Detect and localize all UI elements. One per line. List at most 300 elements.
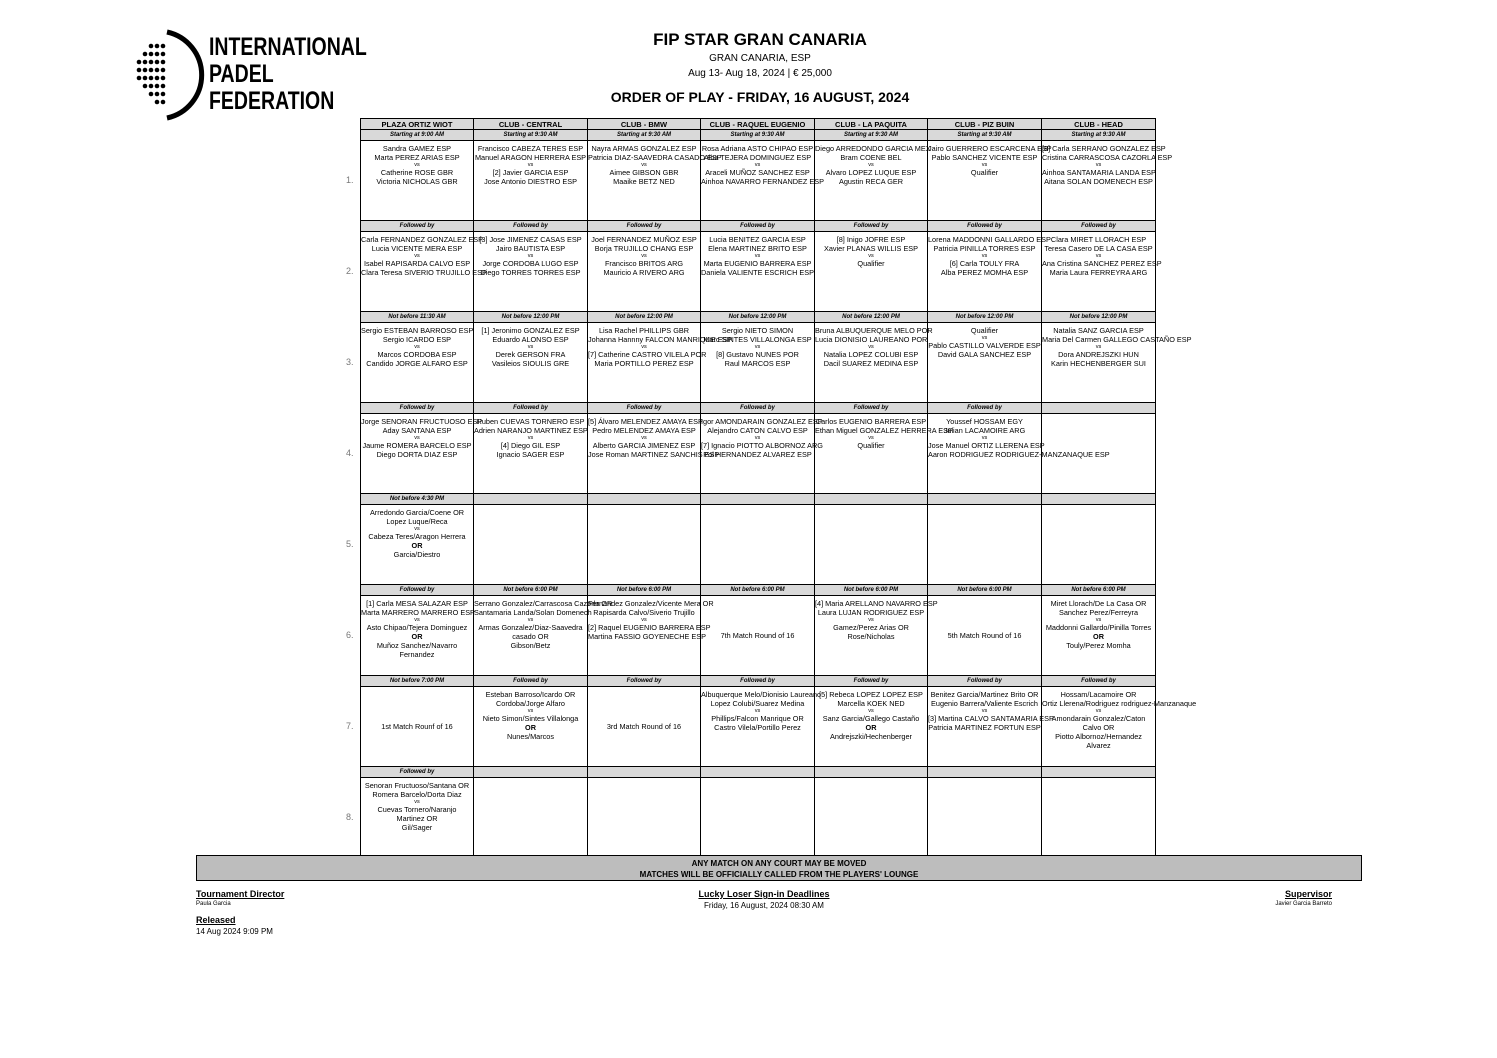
schedule-note: Not before 12:00 PM xyxy=(588,312,701,323)
match-line: Marc SINTES VILLALONGA ESP xyxy=(703,335,812,344)
schedule-note: Not before 12:00 PM xyxy=(701,312,815,323)
match-order-number: 7. xyxy=(346,720,354,731)
released-value: 14 Aug 2024 9:09 PM xyxy=(196,927,273,936)
logo-line-1: INTERNATIONAL xyxy=(209,33,367,61)
released-info xyxy=(196,915,273,936)
schedule-note: Followed by xyxy=(588,221,701,232)
versus-label: vs xyxy=(414,344,420,350)
lucky-loser-title: Lucky Loser Sign-in Deadlines xyxy=(698,889,830,899)
versus-label: vs xyxy=(868,344,874,350)
versus-label: vs xyxy=(414,617,420,623)
versus-label: vs xyxy=(414,526,420,532)
match-line: [7] Ignacio PIOTTO ALBORNOZ ARG xyxy=(701,441,823,450)
padel-ball-logo-icon xyxy=(133,30,203,120)
match-line: Natalia LOPEZ COLUBI ESP xyxy=(823,350,919,359)
match-cell xyxy=(815,778,928,858)
court-name: CLUB - PIZ BUIN xyxy=(928,119,1042,130)
lucky-loser-deadlines xyxy=(614,889,914,910)
match-order-number: 8. xyxy=(346,811,354,822)
match-line: [1] Jeronimo GONZALEZ ESP xyxy=(481,326,580,335)
match-line: Marta EUGENIO BARRERA ESP xyxy=(703,259,812,268)
match-line: Jose Manuel ORTIZ LLERENA ESP xyxy=(928,441,1045,450)
match-line: Araceli MUÑOZ SANCHEZ ESP xyxy=(705,168,810,177)
schedule-note: Not before 7:00 PM xyxy=(361,676,474,687)
match-cell xyxy=(361,323,474,403)
versus-label: vs xyxy=(414,799,420,805)
match-line: Laura LUJAN RODRIGUEZ ESP xyxy=(817,608,925,617)
match-line: Maddonni Gallardo/Pinilla Torres xyxy=(1045,623,1152,632)
match-cell xyxy=(701,505,815,585)
match-cell xyxy=(474,323,588,403)
match-line: Borja TRUJILLO CHANG ESP xyxy=(594,244,694,253)
schedule-note-row xyxy=(361,130,1156,141)
match-line: Youssef HOSSAM EGY xyxy=(946,417,1023,426)
schedule-note-row xyxy=(361,221,1156,232)
match-row xyxy=(361,596,1156,676)
match-line: Andrejszki/Hechenberger xyxy=(830,732,912,741)
match-line: Jose Roman MARTINEZ SANCHIS ESP xyxy=(588,450,720,459)
match-cell xyxy=(701,687,822,767)
match-cell xyxy=(928,596,1042,676)
versus-label: vs xyxy=(527,253,534,259)
match-line: Ruben CUEVAS TORNERO ESP xyxy=(476,417,585,426)
versus-label: vs xyxy=(981,253,988,259)
released-title: Released xyxy=(196,915,236,925)
match-line: Jorge SENORAN FRUCTUOSO ESP xyxy=(361,417,483,426)
match-line: Marta MARRERO MARRERO ESP xyxy=(361,608,475,617)
schedule-note: Not before 6:00 PM xyxy=(1042,585,1156,596)
match-row xyxy=(361,323,1156,403)
versus-label: vs xyxy=(754,344,761,350)
match-line: Igor AMONDARAIN GONZALEZ ESP xyxy=(701,417,823,426)
versus-label: vs xyxy=(1095,708,1102,714)
match-line: Alvaro LOPEZ LUQUE ESP xyxy=(825,168,917,177)
schedule-note: Followed by xyxy=(1042,221,1156,232)
match-line: [6] Carla TOULY FRA xyxy=(949,259,1020,268)
schedule-note: Followed by xyxy=(474,676,588,687)
match-line: Clara Teresa SIVERIO TRUJILLO ESP xyxy=(361,268,487,277)
match-cell xyxy=(474,596,613,676)
match-line: Gil/Sager xyxy=(401,823,433,832)
schedule-note: Followed by xyxy=(701,676,815,687)
match-line: Dacil SUAREZ MEDINA ESP xyxy=(823,359,919,368)
match-cell xyxy=(1042,778,1156,858)
versus-label: vs xyxy=(414,435,420,441)
match-line: Clara MIRET LLORACH ESP xyxy=(1050,235,1147,244)
schedule-note xyxy=(1042,403,1156,414)
match-cell xyxy=(588,323,733,403)
match-line: Castro Vilela/Portillo Perez xyxy=(714,723,801,732)
schedule-note: Starting at 9:30 AM xyxy=(588,130,701,141)
match-line: Ana Cristina SANCHEZ PEREZ ESP xyxy=(1042,259,1162,268)
match-line: Eduardo ALONSO ESP xyxy=(492,335,569,344)
match-line: Elena MARTINEZ BRITO ESP xyxy=(708,244,807,253)
schedule-note: Followed by xyxy=(361,767,474,778)
match-line: 3rd Match Round of 16 xyxy=(606,722,682,731)
match-cell xyxy=(701,323,815,403)
match-line: Cordoba/Jorge Alfaro xyxy=(496,699,565,708)
match-cell xyxy=(928,141,1052,221)
match-line: Lucia BENITEZ GARCIA ESP xyxy=(709,235,806,244)
match-cell xyxy=(928,687,1054,767)
match-line: David GALA SANCHEZ ESP xyxy=(937,350,1032,359)
match-cell xyxy=(1042,596,1156,676)
supervisor-name: Javier Garcia Barreto xyxy=(1275,901,1332,907)
order-of-play-table xyxy=(360,118,1197,858)
versus-label: vs xyxy=(981,708,988,714)
match-cell xyxy=(815,414,953,494)
match-line: Maaike BETZ NED xyxy=(613,177,675,186)
match-line: Asto Chipao/Tejera Dominguez xyxy=(366,623,468,632)
match-line: Jaume ROMERA BARCELO ESP xyxy=(362,441,472,450)
schedule-note: Starting at 9:30 AM xyxy=(701,130,815,141)
match-line: Eugenio Barrera/Valiente Escrich xyxy=(931,699,1038,708)
match-line: Victoria NICHOLAS GBR xyxy=(376,177,458,186)
schedule-note xyxy=(474,767,588,778)
match-cell xyxy=(815,323,933,403)
match-line: [2] Javier GARCIA ESP xyxy=(492,168,569,177)
schedule-note: Starting at 9:30 AM xyxy=(1042,130,1156,141)
match-cell xyxy=(474,505,588,585)
match-line: Candido JORGE ALFARO ESP xyxy=(366,359,468,368)
supervisor-title: Supervisor xyxy=(1284,889,1332,899)
match-line: Ethan Miguel GONZALEZ HERRERA ESP xyxy=(815,426,953,435)
match-line: Lopez Colubi/Suarez Medina xyxy=(710,699,805,708)
match-line: Jairo BAUTISTA ESP xyxy=(495,244,566,253)
match-row xyxy=(361,414,1156,494)
match-line: Sergio ICARDO ESP xyxy=(382,335,452,344)
match-line: Marcos CORDOBA ESP xyxy=(377,350,457,359)
schedule-note xyxy=(701,767,815,778)
schedule-note: Followed by xyxy=(815,403,928,414)
versus-label: vs xyxy=(641,617,647,623)
schedule-note: Not before 12:00 PM xyxy=(474,312,588,323)
match-line: [7] Catherine CASTRO VILELA POR xyxy=(588,350,707,359)
court-header-row xyxy=(361,119,1156,130)
schedule-note: Followed by xyxy=(1042,676,1156,687)
versus-label: vs xyxy=(414,253,420,259)
match-line: [1] Carla MESA SALAZAR ESP xyxy=(366,599,468,608)
match-line: Santamaria Landa/Solan Domenech xyxy=(474,608,592,617)
match-line: Lucia DIONISIO LAUREANO POR xyxy=(815,335,928,344)
match-line: Esteban Barroso/Icardo OR xyxy=(485,690,576,699)
match-cell xyxy=(361,414,483,494)
match-line: Piotto Albornoz/Hernandez xyxy=(1055,732,1142,741)
versus-label: vs xyxy=(1095,344,1102,350)
versus-label: vs xyxy=(1095,162,1102,168)
match-line: Sergio NIETO SIMON xyxy=(721,326,794,335)
match-line: Ainhoa SANTAMARIA LANDA ESP xyxy=(1042,168,1156,177)
order-of-play-title: ORDER OF PLAY - FRIDAY, 16 AUGUST, 2024 xyxy=(610,89,910,105)
match-line: Catherine ROSE GBR xyxy=(380,168,454,177)
match-cell xyxy=(361,596,474,676)
or-label: OR xyxy=(411,541,423,550)
match-line: Miret Llorach/De La Casa OR xyxy=(1050,599,1147,608)
match-line: Teresa Casero DE LA CASA ESP xyxy=(1044,244,1153,253)
match-line: Muñoz Sanchez/Navarro xyxy=(376,641,458,650)
match-line: Carlos EUGENIO BARRERA ESP xyxy=(815,417,927,426)
match-line: Manuel ARAGON HERRERA ESP xyxy=(474,153,587,162)
tournament-dates: Aug 13- Aug 18, 2024 | € 25,000 xyxy=(688,68,832,79)
match-cell xyxy=(1042,505,1156,585)
versus-label: vs xyxy=(414,162,420,168)
match-line: Calvo OR xyxy=(1082,723,1115,732)
schedule-note: Not before 11:30 AM xyxy=(361,312,474,323)
match-line: Aday SANTANA ESP xyxy=(382,426,452,435)
match-line: Hossam/Lacamoire OR xyxy=(1060,690,1137,699)
versus-label: vs xyxy=(641,162,647,168)
match-line: Fernandez xyxy=(399,650,435,659)
match-order-number: 1. xyxy=(346,174,354,185)
match-line: Alvarez xyxy=(1086,741,1111,750)
director-name: Paula Garcia xyxy=(196,901,231,907)
match-line: Agustin RECA GER xyxy=(838,177,904,186)
schedule-note: Followed by xyxy=(361,403,474,414)
match-line: [8] Carla SERRANO GONZALEZ ESP xyxy=(1042,144,1166,153)
schedule-note: Starting at 9:30 AM xyxy=(815,130,928,141)
match-cell xyxy=(815,687,928,767)
schedule-note: Not before 6:00 PM xyxy=(815,585,928,596)
notice-line-2: MATCHES WILL BE OFFICIALLY CALLED FROM THE PLAYERS' LOUNGE xyxy=(639,870,919,879)
match-cell xyxy=(588,505,701,585)
match-order-number: 4. xyxy=(346,447,354,458)
versus-label: vs xyxy=(754,435,761,441)
match-line: [4] Maria ARELLANO NAVARRO ESP xyxy=(815,599,938,608)
logo-line-3: FEDERATION xyxy=(209,87,335,115)
match-line: Martina FASSIO GOYENECHE ESP xyxy=(588,632,707,641)
match-line: Maria PORTILLO PEREZ ESP xyxy=(594,359,694,368)
match-line: Nayra ARMAS GONZALEZ ESP xyxy=(591,144,697,153)
schedule-note xyxy=(1042,767,1156,778)
lucky-loser-value: Friday, 16 August, 2024 08:30 AM xyxy=(704,901,824,910)
match-line: Pablo SANCHEZ VICENTE ESP xyxy=(931,153,1038,162)
match-line: Marta PEREZ ARIAS ESP xyxy=(374,153,460,162)
match-line: Pablo CASTILLO VALVERDE ESP xyxy=(928,341,1041,350)
match-line: Joel FERNANDEZ MUÑOZ ESP xyxy=(591,235,697,244)
versus-label: vs xyxy=(754,708,761,714)
court-name: PLAZA ORTIZ WIOT xyxy=(361,119,474,130)
match-line: Rapisarda Calvo/Siverio Trujillo xyxy=(593,608,695,617)
notice-line-1: ANY MATCH ON ANY COURT MAY BE MOVED xyxy=(691,859,867,868)
match-cell xyxy=(815,232,928,312)
versus-label: vs xyxy=(868,708,874,714)
match-cell xyxy=(474,414,588,494)
notice-banner xyxy=(196,855,1362,881)
match-line: Raul MARCOS ESP xyxy=(724,359,791,368)
versus-label: vs xyxy=(527,617,534,623)
match-row xyxy=(361,232,1156,312)
match-cell xyxy=(588,778,701,858)
schedule-note: Not before 6:00 PM xyxy=(928,585,1042,596)
schedule-note xyxy=(701,494,815,505)
match-line: Aaron RODRIGUEZ RODRIGUEZ-MANZANAQUE ESP xyxy=(928,450,1110,459)
schedule-note xyxy=(928,767,1042,778)
match-cell xyxy=(361,505,474,585)
match-cell xyxy=(928,414,1110,494)
match-cell xyxy=(361,687,474,767)
schedule-note: Followed by xyxy=(701,403,815,414)
match-line: [8] Gustavo NUNES POR xyxy=(716,350,799,359)
match-line: Gamez/Perez Arias OR xyxy=(833,623,909,632)
match-line: Ainhoa NAVARRO FERNANDEZ ESP xyxy=(701,177,824,186)
match-order-number: 5. xyxy=(346,538,354,549)
match-line: Ortiz Llerena/Rodriguez rodriguez-Manzanaque xyxy=(1042,699,1197,708)
match-row xyxy=(361,687,1156,767)
match-cell xyxy=(928,505,1042,585)
match-line: Ignacio SAGER ESP xyxy=(496,450,565,459)
match-line: Derek GERSON FRA xyxy=(495,350,566,359)
match-line: Phillips/Falcon Manrique OR xyxy=(711,714,804,723)
versus-label: vs xyxy=(981,435,988,441)
schedule-note: Followed by xyxy=(474,221,588,232)
schedule-note: Not before 4:30 PM xyxy=(361,494,474,505)
match-line: Pol HERNANDEZ ALVAREZ ESP xyxy=(703,450,812,459)
schedule-note xyxy=(815,494,928,505)
schedule-note-row xyxy=(361,585,1156,596)
match-line: Jose Antonio DIESTRO ESP xyxy=(484,177,577,186)
versus-label: vs xyxy=(868,253,874,259)
match-line: Diego TORRES TORRES ESP xyxy=(480,268,581,277)
match-cell xyxy=(701,596,815,676)
versus-label: vs xyxy=(527,344,534,350)
match-line: Arredondo Garcia/Coene OR xyxy=(369,508,465,517)
match-line: Cabeza Teres/Aragon Herrera xyxy=(368,532,466,541)
match-line: Julian LACAMOIRE ARG xyxy=(943,426,1026,435)
match-cell xyxy=(474,778,588,858)
director-title: Tournament Director xyxy=(196,889,285,899)
match-line: Patricia PINILLA TORRES ESP xyxy=(933,244,1036,253)
match-line: Lucia VICENTE MERA ESP xyxy=(371,244,463,253)
match-line: [3] Martina CALVO SANTAMARIA ESP xyxy=(928,714,1054,723)
schedule-note: Followed by xyxy=(361,221,474,232)
match-cell xyxy=(815,596,938,676)
match-order-number: 2. xyxy=(346,265,354,276)
match-cell xyxy=(588,596,714,676)
match-cell xyxy=(588,414,720,494)
match-cell xyxy=(815,505,928,585)
match-line: Armas Gonzalez/Diaz-Saavedra xyxy=(478,623,583,632)
match-cell xyxy=(588,687,701,767)
match-line: Garcia/Diestro xyxy=(393,550,441,559)
schedule-note: Followed by xyxy=(815,221,928,232)
schedule-note: Followed by xyxy=(361,585,474,596)
schedule-note: Not before 12:00 PM xyxy=(815,312,928,323)
match-line: [5] Álvaro MELENDEZ AMAYA ESP xyxy=(588,417,703,426)
match-line: Qualifier xyxy=(970,168,999,177)
match-line: Bram COENE BEL xyxy=(840,153,902,162)
match-line: Marcella KOEK NED xyxy=(837,699,905,708)
match-line: Francisco CABEZA TERES ESP xyxy=(477,144,584,153)
match-line: Adrien NARANJO MARTINEZ ESP xyxy=(474,426,588,435)
schedule-note: Followed by xyxy=(701,221,815,232)
match-line: Aimee GIBSON GBR xyxy=(609,168,679,177)
match-line: Maria Laura FERREYRA ARG xyxy=(1049,268,1148,277)
match-line: Xavier PLANAS WILLIS ESP xyxy=(823,244,919,253)
schedule-note: Starting at 9:30 AM xyxy=(474,130,588,141)
match-line: Cristina CARRASCOSA CAZORLA ESP xyxy=(1042,153,1173,162)
or-label: OR xyxy=(525,723,536,732)
match-line: Albuquerque Melo/Dionisio Laureano xyxy=(701,690,822,699)
match-row xyxy=(361,505,1156,585)
match-line: Fernandez Gonzalez/Vicente Mera OR xyxy=(588,599,714,608)
match-line: Martinez OR xyxy=(396,814,438,823)
match-order-number: 6. xyxy=(346,629,354,640)
schedule-note: Not before 6:00 PM xyxy=(588,585,701,596)
versus-label: vs xyxy=(527,162,534,168)
match-line: Pedro MELENDEZ AMAYA ESP xyxy=(592,426,696,435)
court-name: CLUB - RAQUEL EUGENIO xyxy=(701,119,815,130)
versus-label: vs xyxy=(981,162,988,168)
match-line: Daniela VALIENTE ESCRICH ESP xyxy=(701,268,815,277)
match-cell xyxy=(701,414,823,494)
match-cell xyxy=(361,141,474,221)
match-cell xyxy=(474,232,588,312)
versus-label: vs xyxy=(1095,253,1102,259)
match-cell xyxy=(1042,687,1197,767)
match-cell xyxy=(361,232,487,312)
tournament-location: GRAN CANARIA, ESP xyxy=(709,53,811,64)
match-cell xyxy=(588,141,722,221)
match-line: Qualifier xyxy=(857,259,885,268)
schedule-note: Followed by xyxy=(815,676,928,687)
match-cell xyxy=(1042,232,1162,312)
schedule-note xyxy=(1042,494,1156,505)
versus-label: vs xyxy=(527,435,534,441)
match-line: Lopez Luque/Reca xyxy=(386,517,448,526)
match-cell xyxy=(815,141,931,221)
match-line: Romera Barcelo/Dorta Diaz xyxy=(372,790,462,799)
match-line: Johanna Hannny FALCON MANRIQUE ESP xyxy=(588,335,733,344)
match-line: Serrano Gonzalez/Carrascosa Cazorla OR xyxy=(474,599,613,608)
match-line: [8] Inigo JOFRE ESP xyxy=(836,235,906,244)
schedule-note-row xyxy=(361,312,1156,323)
schedule-note: Starting at 9:00 AM xyxy=(361,130,474,141)
match-line: Sergio ESTEBAN BARROSO ESP xyxy=(361,326,474,335)
schedule-note-row xyxy=(361,403,1156,414)
match-line: [2] Raquel EUGENIO BARRERA ESP xyxy=(588,623,711,632)
match-line: Francisco BRITOS ARG xyxy=(604,259,684,268)
or-label: OR xyxy=(1093,632,1104,641)
match-line: Maria Del Carmen GALLEGO CASTAÑO ESP xyxy=(1042,335,1192,344)
match-cell xyxy=(588,232,701,312)
schedule-note: Not before 6:00 PM xyxy=(474,585,588,596)
match-line: Alberto GARCIA JIMENEZ ESP xyxy=(592,441,696,450)
schedule-note: Followed by xyxy=(928,403,1042,414)
match-line: Cuevas Tornero/Naranjo xyxy=(377,805,457,814)
court-name: CLUB - CENTRAL xyxy=(474,119,588,130)
match-line: Isabel RAPISARDA CALVO ESP xyxy=(363,259,471,268)
versus-label: vs xyxy=(641,344,647,350)
match-line: Jairo GUERRERO ESCARCENA ESP xyxy=(928,144,1052,153)
court-name: CLUB - BMW xyxy=(588,119,701,130)
tournament-director xyxy=(196,889,284,907)
versus-label: vs xyxy=(1095,617,1102,623)
versus-label: vs xyxy=(754,162,761,168)
match-cell xyxy=(474,141,588,221)
or-label: OR xyxy=(865,723,877,732)
schedule-note: Followed by xyxy=(588,403,701,414)
schedule-note xyxy=(928,494,1042,505)
schedule-note xyxy=(815,767,928,778)
schedule-note xyxy=(588,767,701,778)
match-line: Lorena MADDONNI GALLARDO ESP xyxy=(928,235,1051,244)
match-line: Nunes/Marcos xyxy=(506,732,555,741)
schedule-note: Followed by xyxy=(474,403,588,414)
match-cell xyxy=(1042,141,1173,221)
match-cell xyxy=(928,778,1042,858)
schedule-note: Not before 12:00 PM xyxy=(928,312,1042,323)
match-line: Diego DORTA DIAZ ESP xyxy=(376,450,458,459)
